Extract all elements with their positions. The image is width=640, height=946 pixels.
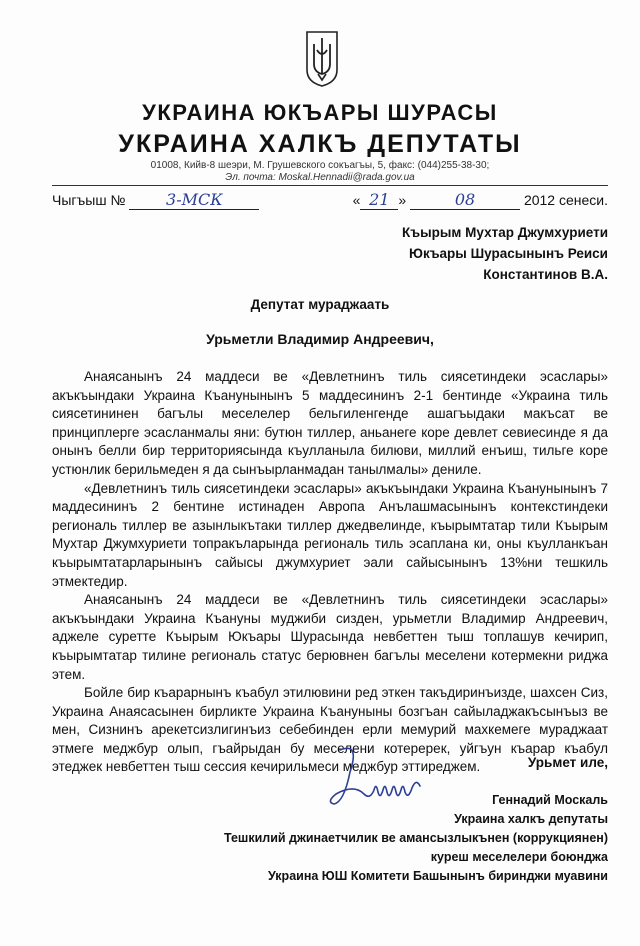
letterhead-address: 01008, Кийв-8 шеэри, М. Грушевского сокъагъы, 5, факс: (044)255-38-30; (150, 160, 490, 171)
outgoing-date (353, 190, 608, 210)
date-quote-close: » (398, 192, 407, 208)
recipient-block (402, 222, 608, 285)
signer-title: Украина халкъ депутаты (454, 812, 608, 826)
greeting: Урьметли Владимир Андреевич, (206, 331, 434, 347)
org-title-line2: УКРАИНА ХАЛКЪ ДЕПУТАТЫ (118, 130, 522, 158)
letter-body (52, 368, 608, 777)
signer-title: куреш меселелери боюнджа (430, 850, 608, 864)
date-month: 08 (410, 190, 520, 210)
signature-block (224, 791, 608, 886)
body-paragraph: Бойле бир къарарнынъ къабул этилювини ред эткен такъдиринъизде, шахсен Сиз, Украина Анаясасынен бирликте Украина Къануныны бозгъан сайыладжакъсынъыз ве мен, Сизнинъ арекетсизлигинъиз себебинден ерли мемурий махкемеге мураджаат этмеге меджбур олып, гъайрыдан бу меселени котеререк, уйгъун къарар къабул этеджек невбеттен тыш сессия кечирильмеси меджбур эттиреджем. (52, 685, 608, 775)
date-year: 2012 сенеси. (523, 192, 608, 208)
body-paragraph: Анаясанынъ 24 маддеси ве «Девлетнинъ тиль сиясетиндеки эсаслары» акъкъындаки Украина Къанунынынъ 5 маддесининъ 2-1 бентинде «Украина тиль сиясетининен багълы меселелер бельгиленгенде ашагъыдаки макъсат ве принциплерге эсасланмалы яни: бутюн тиллер, аньанеге коре девлет севиесинде я да онынъ белли бир территориясында къулланыла билюви, миллий енъиш, тильге коре устюнлик берильмеден я да сынъырланмадан танылмалы» дениле. (52, 369, 608, 477)
body-paragraph: Анаясанынъ 24 маддеси ве «Девлетнинъ тиль сиясетиндеки эсаслары» акъкъындаки Украина Къануны муджиби сизден, урьметли Владимир Андреевич, аджеле суретте Къырым Юкъары Шурасында невбеттен тыш топлашув кечирип, къырымтатар тилине региональ статус берювнен багълы меселени котермекни риджа этем. (52, 592, 608, 682)
signer-title: Тешкилий джинаетчилик ве амансызлыкънен (коррукциянен) (223, 831, 608, 845)
outgoing-number-label: Чыгъыш № (52, 192, 126, 208)
closing-phrase: Урьмет иле, (527, 755, 608, 770)
registration-line (52, 188, 608, 210)
letterhead-email: Эл. почта: Moskal.Hennadii@rada.gov.ua (225, 172, 415, 183)
recipient-line: Юкъары Шурасынынъ Реиси (409, 246, 608, 261)
date-quote-open: « (352, 192, 361, 208)
org-title-line1: УКРАИНА ЮКЪАРЫ ШУРАСЫ (142, 100, 498, 125)
header-divider (52, 185, 608, 186)
date-day: 21 (360, 190, 398, 210)
signer-name: Геннадий Москаль (492, 793, 608, 807)
letter-subject: Депутат мураджаать (250, 297, 390, 312)
outgoing-number-value: 3-МСК (129, 190, 259, 210)
outgoing-number (52, 190, 259, 210)
body-paragraph: «Девлетнинъ тиль сиясетиндеки эсаслары» акъкъындаки Украина Къанунынынъ 7 маддесининъ 2 бентине истинаден Авропа Анълашмасынынъ контекстиндеки региональ тиллер ве азынлыкътаки тиллер джедвелинде, къырымтатар тили Къырым Мухтар Джумхуриети топракъларында региональ тиль эсаплана ки, оны къулланкъан къырымтатарларынынъ сайысы джумхуриет эали сайысынынъ 13%ни тешкиль этмектедир. (52, 480, 608, 589)
recipient-line: Константинов В.А. (483, 267, 608, 282)
trident-coat-of-arms-icon (304, 30, 340, 88)
recipient-line: Къырым Мухтар Джумхуриети (402, 225, 608, 240)
signer-title: Украина ЮШ Комитети Башынынъ биринджи муавини (268, 869, 608, 883)
